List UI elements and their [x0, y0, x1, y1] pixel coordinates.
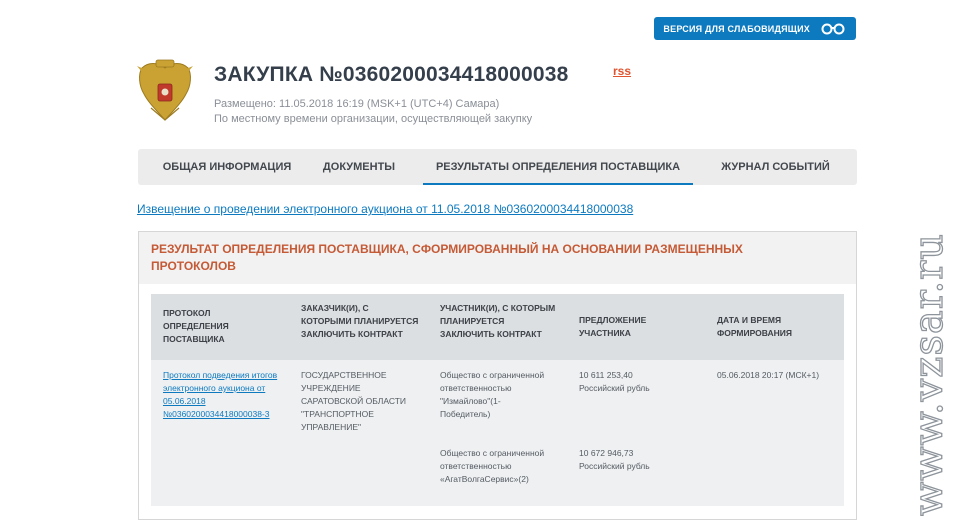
coat-of-arms-logo: [136, 58, 194, 126]
tab-documents[interactable]: ДОКУМЕНТЫ: [322, 161, 396, 173]
auction-notice-link[interactable]: Извещение о проведении электронного аукциона от 11.05.2018 №0360200034418000038: [137, 202, 634, 216]
offer-cell-2: 10 672 946,73 Российский рубль: [579, 448, 650, 471]
rss-link[interactable]: rss: [613, 64, 632, 78]
tab-supplier-results[interactable]: РЕЗУЛЬТАТЫ ОПРЕДЕЛЕНИЯ ПОСТАВЩИКА: [423, 149, 693, 185]
page-title: ЗАКУПКА №0360200034418000038: [214, 63, 569, 86]
column-header-datetime: ДАТА И ВРЕМЯ ФОРМИРОВАНИЯ: [717, 315, 792, 338]
tab-general-info[interactable]: ОБЩАЯ ИНФОРМАЦИЯ: [162, 161, 292, 173]
table-header: [151, 294, 844, 360]
site-watermark: [900, 190, 960, 520]
posted-date: Размещено: 11.05.2018 16:19 (MSK+1 (UTC+4) Самара): [214, 98, 500, 110]
offer-cell-1: 10 611 253,40 Российский рубль: [579, 370, 650, 393]
results-panel: [138, 231, 857, 520]
glasses-icon: [820, 23, 846, 35]
tab-event-log[interactable]: ЖУРНАЛ СОБЫТИЙ: [721, 161, 830, 173]
site-watermark-text: www.vzsar.ru: [906, 232, 952, 516]
results-panel-header: [139, 232, 856, 284]
posted-info: [214, 97, 532, 127]
column-header-offer: ПРЕДЛОЖЕНИЕ УЧАСТНИКА: [579, 315, 647, 338]
participant-cell-1: Общество с ограниченной ответственностью "Измайлово"(1-Победитель): [440, 370, 545, 419]
column-header-participant: УЧАСТНИК(И), С КОТОРЫМ ПЛАНИРУЕТСЯ ЗАКЛЮЧИТЬ КОНТРАКТ: [440, 303, 556, 339]
column-header-protocol: ПРОТОКОЛ ОПРЕДЕЛЕНИЯ ПОСТАВЩИКА: [163, 308, 229, 344]
table-row: [151, 360, 844, 506]
customer-cell: ГОСУДАРСТВЕННОЕ УЧРЕЖДЕНИЕ САРАТОВСКОЙ ОБЛАСТИ "ТРАНСПОРТНОЕ УПРАВЛЕНИЕ": [301, 370, 407, 432]
accessibility-version-label: ВЕРСИЯ ДЛЯ СЛАБОВИДЯЩИХ: [663, 23, 810, 34]
protocol-link[interactable]: Протокол подведения итогов электронного аукциона от 05.06.2018 №0360200034418000038-3: [163, 370, 278, 419]
datetime-cell: 05.06.2018 20:17 (МСК+1): [717, 370, 820, 380]
results-table: [151, 294, 844, 506]
tab-bar: [138, 149, 857, 185]
column-header-customer: ЗАКАЗЧИК(И), С КОТОРЫМИ ПЛАНИРУЕТСЯ ЗАКЛЮЧИТЬ КОНТРАКТ: [301, 303, 419, 339]
participant-cell-2: Общество с ограниченной ответственностью «АгатВолгаСервис»(2): [440, 448, 545, 484]
results-panel-title: РЕЗУЛЬТАТ ОПРЕДЕЛЕНИЯ ПОСТАВЩИКА, СФОРМИРОВАННЫЙ НА ОСНОВАНИИ РАЗМЕЩЕННЫХ ПРОТОКОЛОВ: [151, 242, 743, 273]
accessibility-version-button[interactable]: [654, 17, 856, 40]
posted-timezone-note: По местному времени организации, осуществляющей закупку: [214, 113, 533, 125]
